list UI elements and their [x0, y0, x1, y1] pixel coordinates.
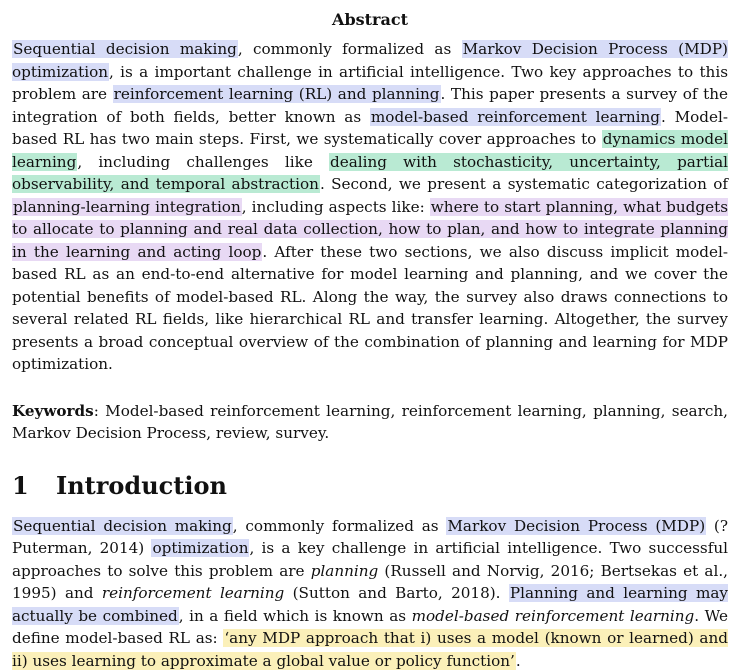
emphasis-text: planning [311, 562, 379, 580]
citation-text: (Russell and Norvig, 2016; Bertsekas et al., 1995) and [12, 562, 728, 603]
highlight-blue: Sequential decision making [12, 517, 233, 535]
text-span: . Model-based RL has two main steps. First, we systematically cover approaches to [12, 108, 728, 149]
highlight-green: dynamics model learning [12, 130, 728, 171]
highlight-yellow: ‘any MDP approach that i) uses a model (known or learned) and ii) uses learning to approximate a global value or policy function’ [12, 629, 728, 670]
section-heading [12, 471, 728, 501]
keywords-paragraph [12, 400, 728, 445]
text-span: , commonly formalized as [238, 40, 462, 58]
text-span: . [516, 652, 521, 670]
text-span: . Second, we present a systematic categorization of [320, 175, 728, 193]
highlight-green: dealing with stochasticity, uncertainty, partial observability, and temporal abstraction [12, 153, 728, 194]
text-span: , including aspects like: [242, 198, 430, 216]
text-span: . After these two sections, we also discuss implicit model-based RL as an end-to-end alternative for model learning and planning, and we cover the potential benefits of model-based RL. Along the way, the survey also draws connections to several related RL fields, like hierarchical RL and transfer learning. Altogether, the survey presents a broad conceptual overview of the combination of planning and learning for MDP optimization. [12, 243, 728, 374]
keywords-label: Keywords [12, 402, 94, 420]
emphasis-text: reinforcement learning [102, 584, 284, 602]
keywords-text: : Model-based reinforcement learning, reinforcement learning, planning, search, Markov Decision Process, review, survey. [12, 402, 728, 443]
highlight-purple: planning-learning integration [12, 198, 242, 216]
highlight-purple: where to start planning, what budgets to allocate to planning and real data collection, how to plan, and how to integrate planning in the learning and acting loop [12, 198, 728, 261]
highlight-blue: Markov Decision Process (MDP) [446, 517, 706, 535]
intro-paragraph [12, 515, 728, 672]
highlight-blue: model-based reinforcement learning [370, 108, 661, 126]
paper-page [0, 10, 738, 663]
text-span: . This paper presents a survey of the integration of both fields, better known as [12, 85, 728, 126]
section-title: Introduction [56, 471, 227, 500]
highlight-blue: Markov Decision Process (MDP) optimization [12, 40, 728, 81]
highlight-blue: Sequential decision making [12, 40, 238, 58]
emphasis-text: model-based reinforcement learning [412, 607, 695, 625]
text-span: , commonly formalized as [233, 517, 447, 535]
text-span: . We define model-based RL as: [12, 607, 728, 648]
highlight-blue: reinforcement learning (RL) and planning [113, 85, 441, 103]
text-span: , is a key challenge in artificial intelligence. Two successful approaches to solve this problem are [12, 539, 728, 580]
text-span: , is a important challenge in artificial intelligence. Two key approaches to this problem are [12, 63, 728, 104]
citation-text: (?Puterman, 2014) [12, 517, 728, 558]
text-span: , including challenges like [77, 153, 329, 171]
text-span: , in a field which is known as [179, 607, 412, 625]
abstract-paragraph [12, 38, 728, 376]
citation-text: (Sutton and Barto, 2018). [284, 584, 509, 602]
section-number: 1 [12, 471, 56, 501]
highlight-blue: optimization [151, 539, 249, 557]
highlight-blue: Planning and learning may actually be combined [12, 584, 728, 625]
abstract-title: Abstract [12, 10, 728, 30]
